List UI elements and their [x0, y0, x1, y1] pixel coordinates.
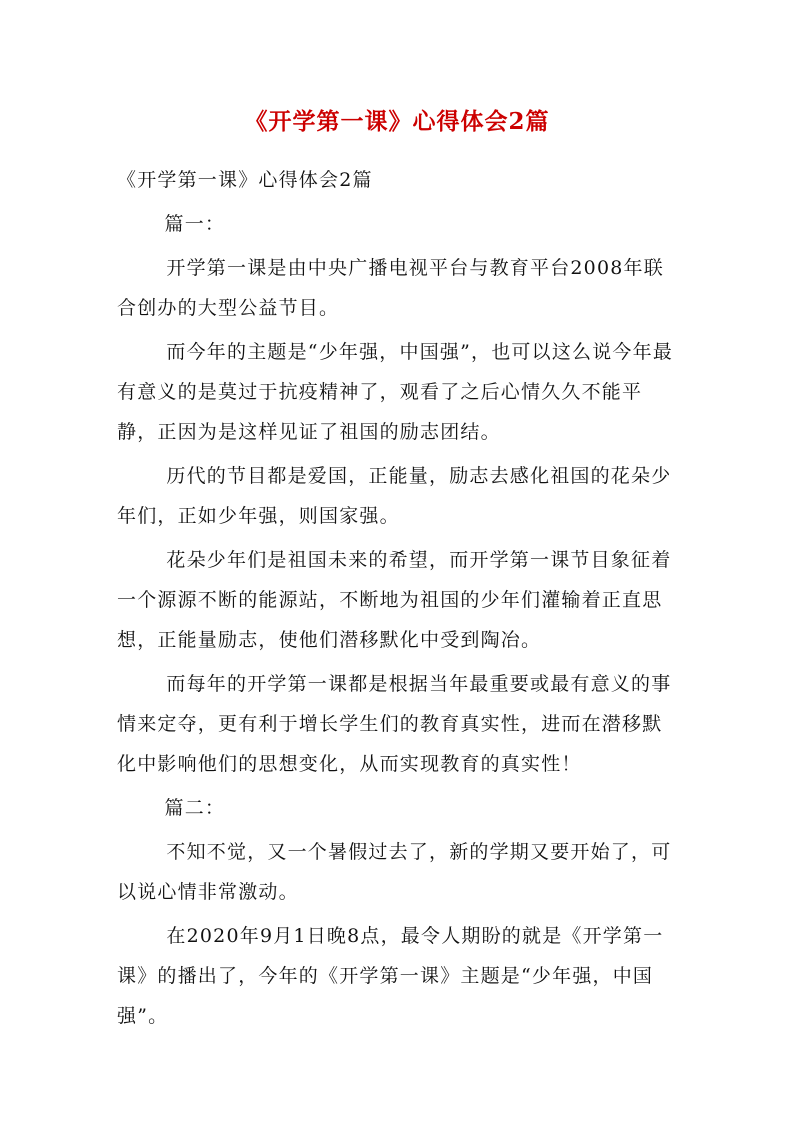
- paragraph: 不知不觉，又一个暑假过去了，新的学期又要开始了，可以说心情非常激动。: [117, 841, 672, 903]
- paragraph: 而今年的主题是“少年强，中国强”，也可以这么说今年最有意义的是莫过于抗疫精神了，观看了之后心情久久不能平静，正因为是这样见证了祖国的励志团结。: [117, 341, 674, 443]
- paragraph: 历代的节目都是爱国，正能量，励志去感化祖国的花朵少年们，正如少年强，则国家强。: [117, 465, 672, 527]
- section-heading-two: 篇二：: [164, 797, 226, 819]
- paragraph: 而每年的开学第一课都是根据当年最重要或最有意义的事情来定夺，更有利于增长学生们的教育真实性，进而在潜移默化中影响他们的思想变化，从而实现教育的真实性！: [117, 673, 672, 775]
- document-body: [117, 160, 677, 1040]
- document-subtitle: 《开学第一课》心得体会2篇: [117, 169, 373, 191]
- paragraph: 在2020年9月1日晚8点，最令人期盼的就是《开学第一课》的播出了，今年的《开学第一课》主题是“少年强，中国强”。: [117, 925, 664, 1027]
- paragraph: 花朵少年们是祖国未来的希望，而开学第一课节目象征着一个源源不断的能源站，不断地为祖国的少年们灌输着正直思想，正能量励志，使他们潜移默化中受到陶冶。: [117, 549, 672, 651]
- paragraph: 开学第一课是由中央广播电视平台与教育平台2008年联合创办的大型公益节目。: [117, 257, 664, 319]
- document-title: 《开学第一课》心得体会2篇: [244, 108, 550, 135]
- section-heading-one: 篇一：: [164, 213, 226, 235]
